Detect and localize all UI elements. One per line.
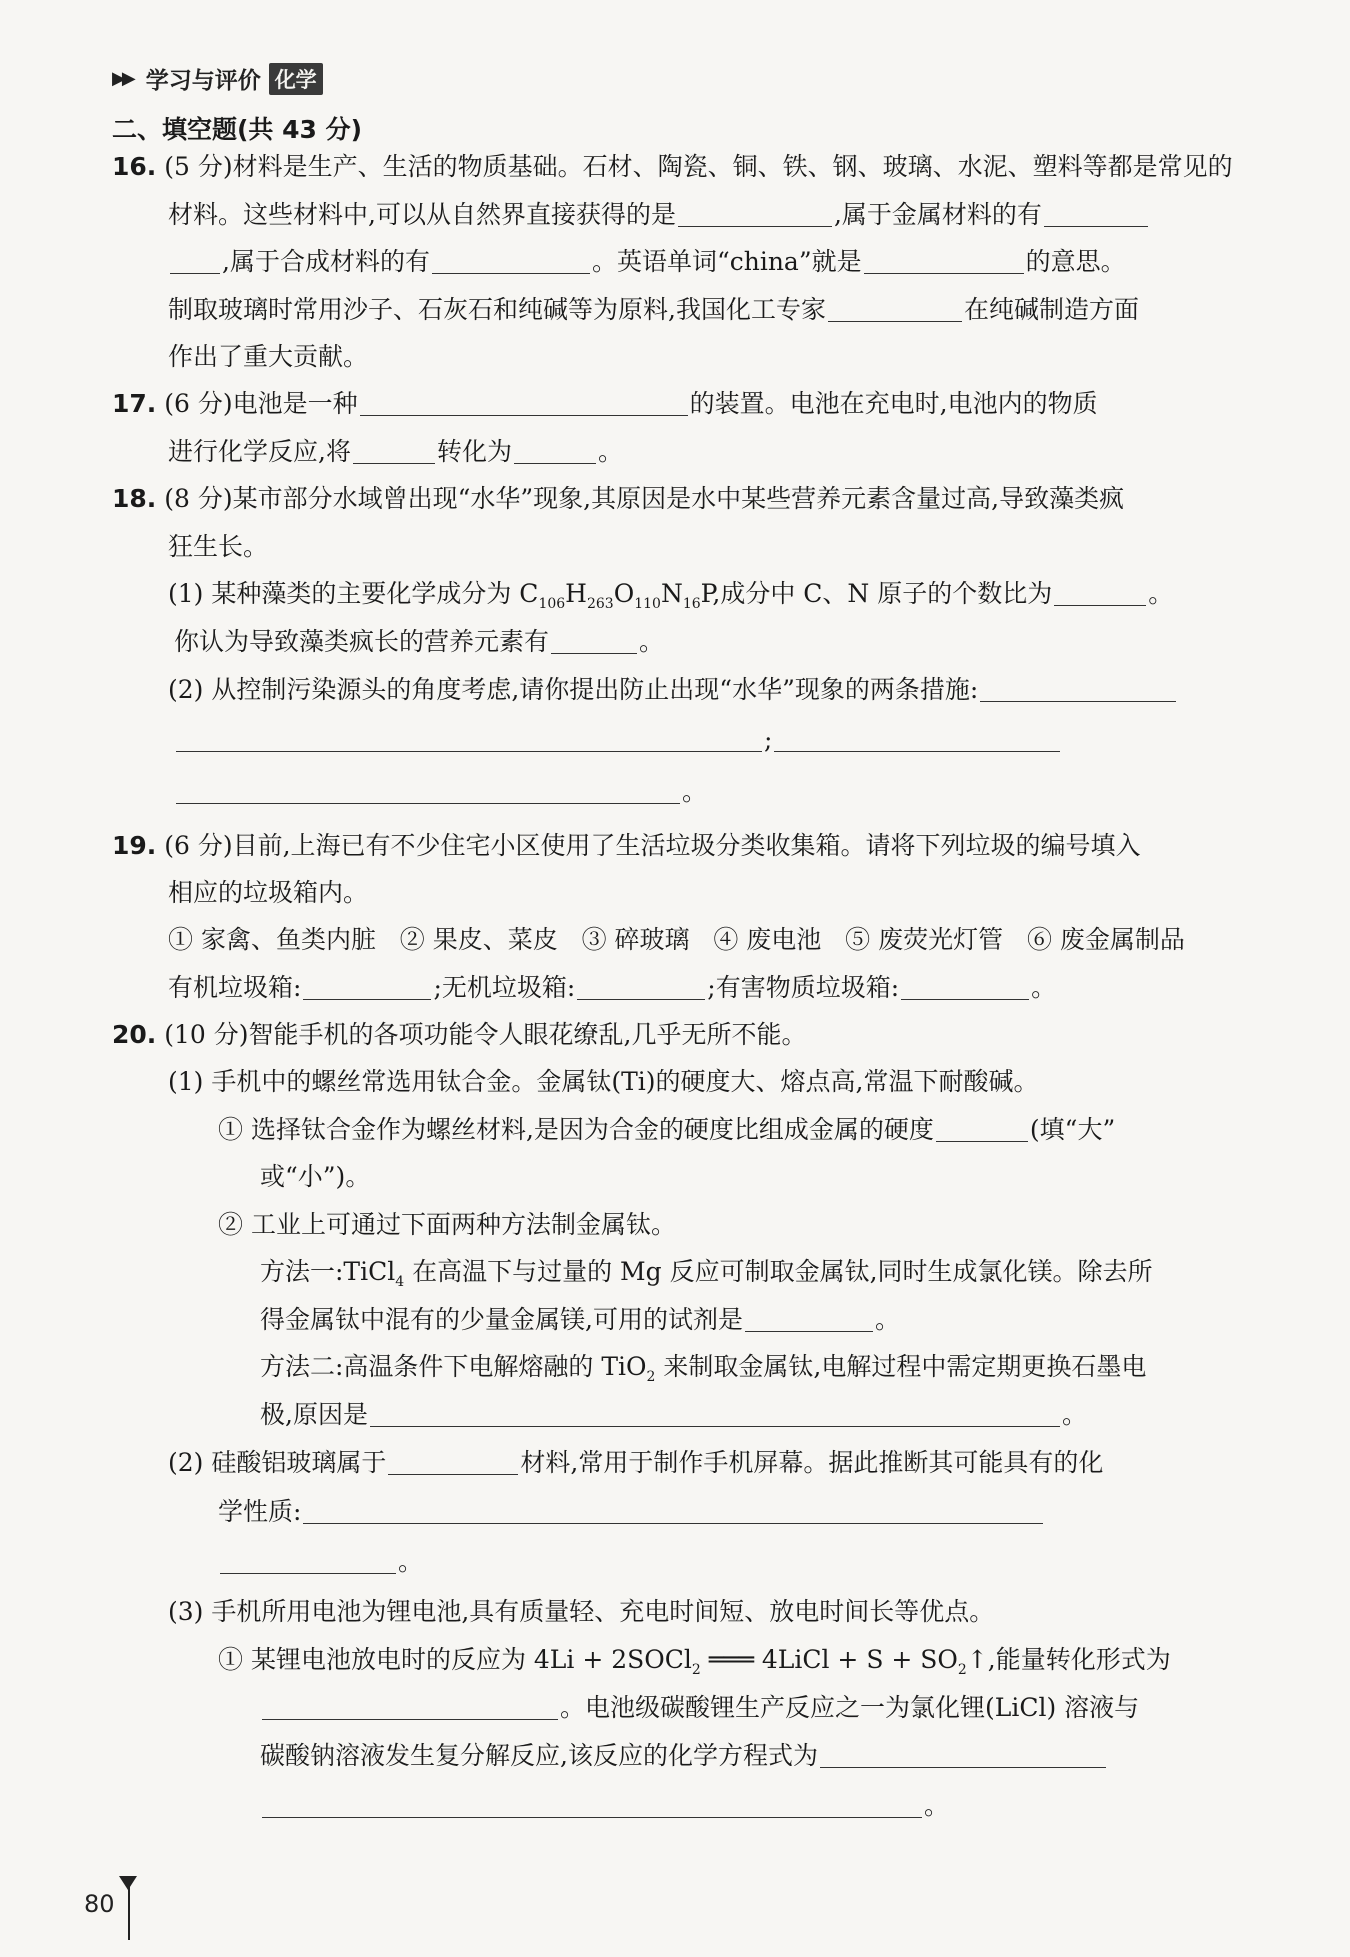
q20-method1-line2: 得金属钛中混有的少量金属镁,可用的试剂是 。 bbox=[260, 1305, 900, 1334]
q20-method2: 方法二:高温条件下电解熔融的 TiO$_2$ 来制取金属钛,电解过程中需定期更换石墨电 bbox=[260, 1352, 1147, 1385]
q20-part1-b: ② 工业上可通过下面两种方法制金属钛。 bbox=[218, 1210, 676, 1239]
q20-part3-a-line3: 碳酸钠溶液发生复分解反应,该反应的化学方程式为 bbox=[260, 1736, 1108, 1776]
q19-line2: 相应的垃圾箱内。 bbox=[168, 878, 369, 907]
q17-blank3[interactable] bbox=[514, 435, 596, 464]
q18-blank6[interactable] bbox=[176, 775, 680, 804]
q20-line1: 20. (10 分)智能手机的各项功能令人眼花缭乱,几乎无所不能。 bbox=[112, 1020, 807, 1049]
q20-blank7-cont[interactable] bbox=[262, 1789, 922, 1818]
q16-blank3[interactable] bbox=[432, 245, 590, 274]
q20-part2-line3: 。 bbox=[218, 1542, 423, 1582]
q18-blank2[interactable] bbox=[551, 625, 637, 654]
q18-blank3[interactable] bbox=[980, 673, 1176, 702]
q20-part1-a-line2: 或“小”)。 bbox=[260, 1162, 371, 1191]
q20-part3-a: ① 某锂电池放电时的反应为 4Li + 2SOCl$_2$ ═══ 4LiCl + $S + SO_2↑$,能量转化形式为 bbox=[218, 1645, 1171, 1678]
q19-blank-hazardous[interactable] bbox=[901, 971, 1029, 1000]
q19-number: 19. bbox=[112, 831, 157, 860]
page-number: 80 bbox=[84, 1890, 115, 1918]
q20-number: 20. bbox=[112, 1020, 157, 1049]
q20-blank5[interactable] bbox=[303, 1495, 1043, 1524]
q20-part3-a-line4: 。 bbox=[260, 1786, 949, 1826]
q16-line3: ,属于合成材料的有 。英语单词“china”就是 的意思。 bbox=[168, 242, 1126, 282]
page-header bbox=[112, 62, 323, 95]
q19-answer-line: 有机垃圾箱: ;无机垃圾箱: ;有害物质垃圾箱: 。 bbox=[168, 973, 1057, 1002]
q16-blank4[interactable] bbox=[864, 245, 1024, 274]
q19-blank-organic[interactable] bbox=[303, 971, 431, 1000]
q16-line4: 制取玻璃时常用沙子、石灰石和纯碱等为原料,我国化工专家 在纯碱制造方面 bbox=[168, 295, 1139, 324]
q17-blank2[interactable] bbox=[353, 435, 435, 464]
q20-part3-a-line2: 。电池级碳酸锂生产反应之一为氯化锂(LiCl) 溶液与 bbox=[260, 1688, 1139, 1728]
q17-number: 17. bbox=[112, 389, 157, 418]
q18-blank1[interactable] bbox=[1054, 577, 1146, 606]
q18-blank4[interactable] bbox=[176, 723, 762, 752]
q17-line2: 进行化学反应,将 转化为 。 bbox=[168, 437, 623, 466]
q18-part2-line2: ; bbox=[174, 720, 1062, 760]
q17-line1: 17. (6 分)电池是一种 的装置。电池在充电时,电池内的物质 bbox=[112, 389, 1098, 418]
q16-line1: 16. (5 分)材料是生产、生活的物质基础。石材、陶瓷、铜、铁、钢、玻璃、水泥、塑料等都是常见的 bbox=[112, 152, 1233, 181]
q16-blank1[interactable] bbox=[678, 198, 832, 227]
q16-line2: 材料。这些材料中,可以从自然界直接获得的是 ,属于金属材料的有 bbox=[168, 195, 1150, 235]
double-arrow-icon: ▶▶ bbox=[112, 68, 132, 89]
subject-badge: 化学 bbox=[269, 63, 323, 95]
q20-blank1[interactable] bbox=[936, 1113, 1028, 1142]
q20-part3: (3) 手机所用电池为锂电池,具有质量轻、充电时间短、放电时间长等优点。 bbox=[168, 1597, 995, 1626]
q19-options: ① 家禽、鱼类内脏 ② 果皮、菜皮 ③ 碎玻璃 ④ 废电池 ⑤ 废荧光灯管 ⑥ 废金属制品 bbox=[168, 925, 1185, 954]
q20-method2-line2: 极,原因是 。 bbox=[260, 1400, 1087, 1429]
q20-part2-line2: 学性质: bbox=[218, 1492, 1045, 1532]
q18-number: 18. bbox=[112, 484, 157, 513]
q20-blank5-cont[interactable] bbox=[220, 1545, 396, 1574]
q18-part1: (1) 某种藻类的主要化学成分为 $C_{106}H_{263}O_{110}N_{16}P$,成分中 C、N 原子的个数比为 。 bbox=[168, 579, 1174, 612]
q16-blank2-cont[interactable] bbox=[170, 245, 220, 274]
q20-part1-a: ① 选择钛合金作为螺丝材料,是因为合金的硬度比组成金属的硬度 (填“大” bbox=[218, 1115, 1116, 1144]
q16-blank5[interactable] bbox=[828, 293, 962, 322]
q18-blank5[interactable] bbox=[774, 723, 1060, 752]
q19-line1: 19. (6 分)目前,上海已有不少住宅小区使用了生活垃圾分类收集箱。请将下列垃圾的编号填入 bbox=[112, 831, 1141, 860]
triangle-down-icon bbox=[119, 1876, 137, 1890]
q20-method1: 方法一:TiCl$_4$ 在高温下与过量的 Mg 反应可制取金属钛,同时生成氯化镁。除去所 bbox=[260, 1257, 1153, 1290]
q18-line1: 18. (8 分)某市部分水域曾出现“水华”现象,其原因是水中某些营养元素含量过高,导致藻类疯 bbox=[112, 484, 1125, 513]
q20-part1: (1) 手机中的螺丝常选用钛合金。金属钛(Ti)的硬度大、熔点高,常温下耐酸碱。 bbox=[168, 1067, 1039, 1096]
q19-blank-inorganic[interactable] bbox=[577, 971, 705, 1000]
q18-part2-line3: 。 bbox=[174, 772, 707, 812]
q18-part1-line2: 你认为导致藻类疯长的营养元素有 。 bbox=[174, 627, 665, 656]
page-footer bbox=[84, 1890, 137, 1918]
q20-blank3[interactable] bbox=[370, 1398, 1060, 1427]
section-title: 二、填空题(共 43 分) bbox=[112, 115, 363, 144]
q16-number: 16. bbox=[112, 152, 157, 181]
q18-part2: (2) 从控制污染源头的角度考虑,请你提出防止出现“水华”现象的两条措施: bbox=[168, 670, 1178, 710]
q20-blank4[interactable] bbox=[388, 1446, 518, 1475]
q20-blank2[interactable] bbox=[745, 1303, 873, 1332]
q16-blank2[interactable] bbox=[1044, 198, 1148, 227]
q17-blank1[interactable] bbox=[360, 387, 688, 416]
q20-blank7[interactable] bbox=[820, 1739, 1106, 1768]
q18-line2: 狂生长。 bbox=[168, 532, 269, 561]
q20-blank6[interactable] bbox=[262, 1691, 558, 1720]
q20-part2: (2) 硅酸铝玻璃属于 材料,常用于制作手机屏幕。据此推断其可能具有的化 bbox=[168, 1448, 1104, 1477]
book-title: 学习与评价 bbox=[145, 68, 261, 94]
q16-line5: 作出了重大贡献。 bbox=[168, 342, 369, 371]
